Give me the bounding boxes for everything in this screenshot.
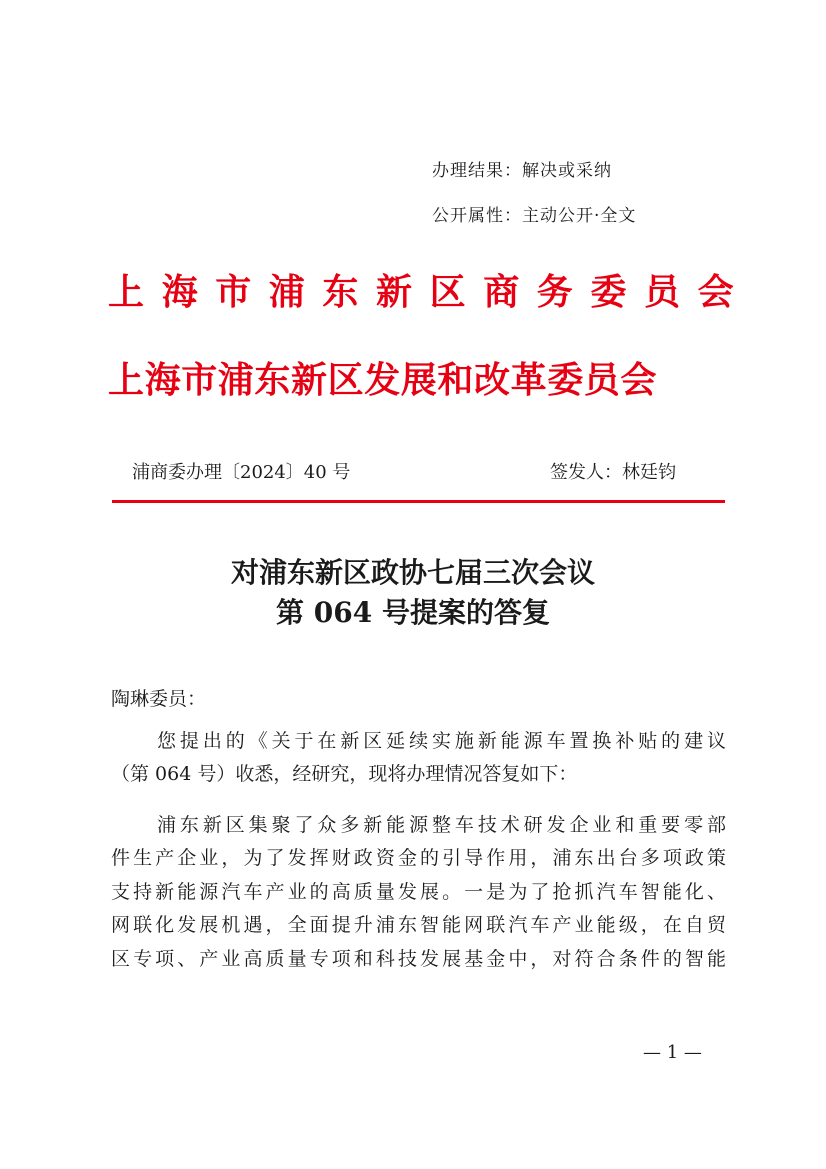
paragraph-line: （第 064 号）收悉，经研究，现将办理情况答复如下：: [111, 763, 578, 786]
paragraph-line: 您提出的《关于在新区延续实施新能源车置换补贴的建议: [157, 730, 726, 752]
paragraph-line: 浦东新区集聚了众多新能源整车技术研发企业和重要零部: [157, 814, 726, 836]
paragraph-line: 件生产企业，为了发挥财政资金的引导作用，浦东出台多项政策: [111, 847, 726, 870]
paragraph-line: 网联化发展机遇，全面提升浦东智能网联汽车产业能级，在自贸: [111, 914, 726, 937]
paragraph-line: 支持新能源汽车产业的高质量发展。一是为了抢抓汽车智能化、: [111, 880, 726, 903]
handling-result: 办理结果：解决或采纳: [432, 161, 612, 181]
document-title: [0, 553, 826, 633]
issuing-org-development-reform: 上海市浦东新区发展和改革委员会: [108, 360, 658, 401]
disclosure-attribute: 公开属性：主动公开·全文: [432, 206, 637, 226]
paragraph-2: [111, 809, 726, 976]
paragraph-line: 区专项、产业高质量专项和科技发展基金中，对符合条件的智能: [111, 947, 726, 970]
title-line-2: 第 064 号提案的答复: [276, 596, 550, 629]
issuing-org-commerce: 上海市浦东新区商务委员会: [108, 272, 752, 313]
title-line-1: 对浦东新区政协七届三次会议: [230, 556, 595, 589]
signer: 签发人：林廷钧: [550, 462, 676, 483]
salutation: 陶琳委员：: [111, 688, 207, 710]
document-number: 浦商委办理〔2024〕40 号: [132, 462, 351, 483]
red-divider: [112, 500, 725, 503]
page-number: — 1 —: [643, 1042, 702, 1063]
paragraph-1: [111, 725, 726, 792]
